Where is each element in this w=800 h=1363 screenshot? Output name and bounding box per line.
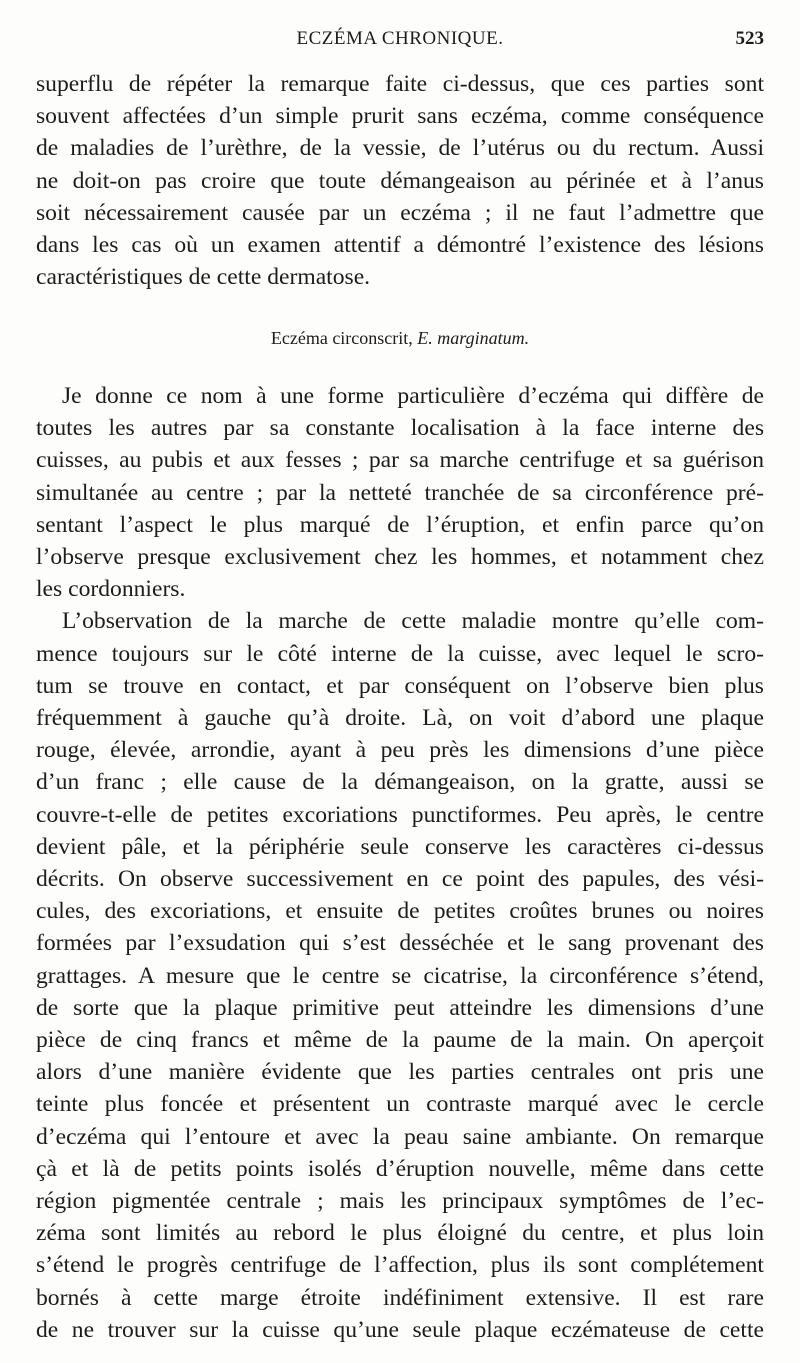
text-line: ne doit-on pas croire que toute démangeaison au périnée et à l’anus [36, 167, 764, 194]
text-line: cules, des excoriations, et ensuite de petites croûtes brunes ou noires [36, 898, 764, 925]
text-line: les cordonniers. [36, 576, 186, 603]
text-line: devient pâle, et la périphérie seule conserve les caractères ci-dessus [36, 833, 764, 860]
text-line: alors d’une manière évidente que les parties centrales ont pris une [36, 1059, 764, 1086]
text-line: mence toujours sur le côté interne de la cuisse, avec lequel le scro- [36, 640, 764, 667]
section-title [0, 328, 800, 349]
text-line: dans les cas où un examen attentif a démontré l’existence des lésions [36, 232, 764, 259]
section-title-italic: E. marginatum. [417, 328, 530, 348]
text-line: caractéristiques de cette dermatose. [36, 264, 371, 291]
text-line: de ne trouver sur la cuisse qu’une seule plaque eczémateuse de cette [36, 1316, 764, 1343]
text-line: toutes les autres par sa constante localisation à la face interne des [36, 415, 764, 442]
text-line: zéma sont limités au rebord le plus éloigné du centre, et plus loin [36, 1220, 764, 1247]
text-line: rouge, élevée, arrondie, ayant à peu près les dimensions d’une pièce [36, 737, 764, 764]
text-line: grattages. A mesure que le centre se cicatrise, la circonférence s’étend, [36, 962, 764, 989]
text-line: L’observation de la marche de cette maladie montre qu’elle com- [62, 608, 764, 635]
text-line: souvent affectées d’un simple prurit sans eczéma, comme conséquence [36, 103, 764, 130]
text-line: superflu de répéter la remarque faite ci-dessus, que ces parties sont [36, 71, 764, 97]
text-line: décrits. On observe successivement en ce point des papules, des vési- [36, 866, 764, 893]
text-line: Je donne ce nom à une forme particulière d’eczéma qui diffère de [62, 383, 764, 409]
text-line: bornés à cette marge étroite indéfiniment extensive. Il est rare [36, 1284, 764, 1311]
text-line: teinte plus foncée et présentent un contraste marqué avec le cercle [36, 1091, 764, 1118]
text-line: formées par l’exsudation qui s’est desséchée et le sang provenant des [36, 930, 764, 957]
text-line: soit nécessairement causée par un eczéma ; il ne faut l’admettre que [36, 199, 764, 226]
text-line: l’observe presque exclusivement chez les hommes, et notamment chez [36, 544, 764, 571]
text-line: de maladies de l’urèthre, de la vessie, de l’utérus ou du rectum. Aussi [36, 135, 764, 162]
page-number: 523 [735, 28, 764, 49]
paragraph-main [36, 380, 764, 1346]
paragraph-intro [36, 68, 764, 293]
running-head: ECZÉMA CHRONIQUE. [296, 28, 504, 49]
text-line: pièce de cinq francs et même de la paume de la main. On aperçoit [36, 1027, 764, 1054]
text-line: cuisses, au pubis et aux fesses ; par sa marche centrifuge et sa guérison [36, 447, 764, 474]
text-line: simultanée au centre ; par la netteté tranchée de sa circonférence pré- [36, 479, 764, 506]
text-line: d’eczéma qui l’entoure et avec la peau saine ambiante. On remarque [36, 1123, 764, 1150]
page-header [32, 28, 768, 58]
text-line: fréquemment à gauche qu’à droite. Là, on voit d’abord une plaque [36, 705, 764, 732]
text-line: couvre-t-elle de petites excoriations punctiformes. Peu après, le centre [36, 801, 764, 828]
text-line: d’un franc ; elle cause de la démangeaison, on la gratte, aussi se [36, 769, 764, 796]
text-line: çà et là de petits points isolés d’éruption nouvelle, même dans cette [36, 1155, 764, 1182]
text-line: de sorte que la plaque primitive peut atteindre les dimensions d’une [36, 994, 764, 1021]
text-line: s’étend le progrès centrifuge de l’affection, plus ils sont complétement [36, 1252, 764, 1279]
text-line: tum se trouve en contact, et par conséquent on l’observe bien plus [36, 672, 764, 699]
text-line: région pigmentée centrale ; mais les principaux symptômes de l’ec- [36, 1188, 764, 1215]
text-line: sentant l’aspect le plus marqué de l’éruption, et enfin parce qu’on [36, 511, 764, 538]
section-title-roman: Eczéma circonscrit, [270, 328, 418, 348]
